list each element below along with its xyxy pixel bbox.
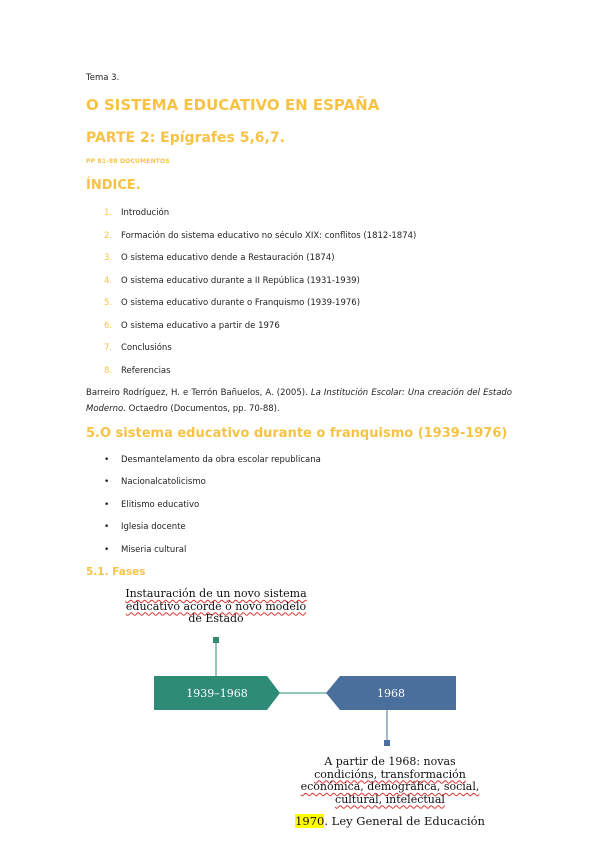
- highlighted-year: 1970: [295, 814, 325, 828]
- phase-1968-box: 1968: [326, 676, 456, 710]
- bottom-marker: [384, 740, 390, 746]
- list-item: • Nacionalcatolicismo: [104, 477, 206, 487]
- bullet-icon: •: [104, 500, 110, 510]
- top-marker: [213, 637, 219, 643]
- bibliographic-reference: Barreiro Rodríguez, H. e Terrón Bañuelos, A. (2005). La Institución Escolar: Una creación del Estado Moderno. Octaedro (Documentos, pp. 70-88).: [86, 388, 513, 414]
- index-item: 8. Referencias: [104, 366, 171, 376]
- timeline-bottom-text: A partir de 1968: novas condicións, transformación económica, demográfica, social, cultural, intelectual: [300, 755, 480, 806]
- timeline-top-text: Instauración de un novo sistema educativo acorde ó novo modelo de Estado: [125, 587, 307, 625]
- list-item: • Miseria cultural: [104, 545, 187, 555]
- index-item: 1. Introdución: [104, 208, 170, 218]
- index-heading: ÍNDICE.: [86, 178, 141, 193]
- index-item: 7. Conclusións: [104, 343, 172, 353]
- subsection-heading: 5.1. Fases: [86, 566, 146, 578]
- list-item: • Elitismo educativo: [104, 500, 200, 510]
- bullet-icon: •: [104, 455, 110, 465]
- document-title: O SISTEMA EDUCATIVO EN ESPAÑA: [86, 96, 380, 114]
- list-item: • Desmantelamento da obra escolar republicana: [104, 455, 321, 465]
- index-item: 6. O sistema educativo a partir de 1976: [104, 321, 280, 331]
- law-note: 1970. Ley General de Educación: [295, 814, 485, 828]
- book-title: La Institución Escolar: Una creación del Estado Moderno.: [86, 388, 513, 414]
- pages-label: PP 81-88 DOCUMENTOS: [86, 158, 170, 165]
- phase-1939-1968-box: 1939–1968: [154, 676, 280, 710]
- list-item: • Iglesia docente: [104, 522, 186, 532]
- bullet-icon: •: [104, 545, 110, 555]
- index-item: 4. O sistema educativo durante a II República (1931-1939): [104, 276, 360, 286]
- index-item: 5. O sistema educativo durante o Franquismo (1939-1976): [104, 298, 361, 308]
- index-item: 3. O sistema educativo dende a Restauración (1874): [104, 253, 335, 263]
- bullet-icon: •: [104, 522, 110, 532]
- tema-label: Tema 3.: [86, 73, 120, 83]
- index-item: 2. Formación do sistema educativo no século XIX: conflitos (1812-1874): [104, 231, 417, 241]
- section-heading: 5.O sistema educativo durante o franquismo (1939-1976): [86, 426, 508, 441]
- part-heading: PARTE 2: Epígrafes 5,6,7.: [86, 130, 285, 146]
- bullet-icon: •: [104, 477, 110, 487]
